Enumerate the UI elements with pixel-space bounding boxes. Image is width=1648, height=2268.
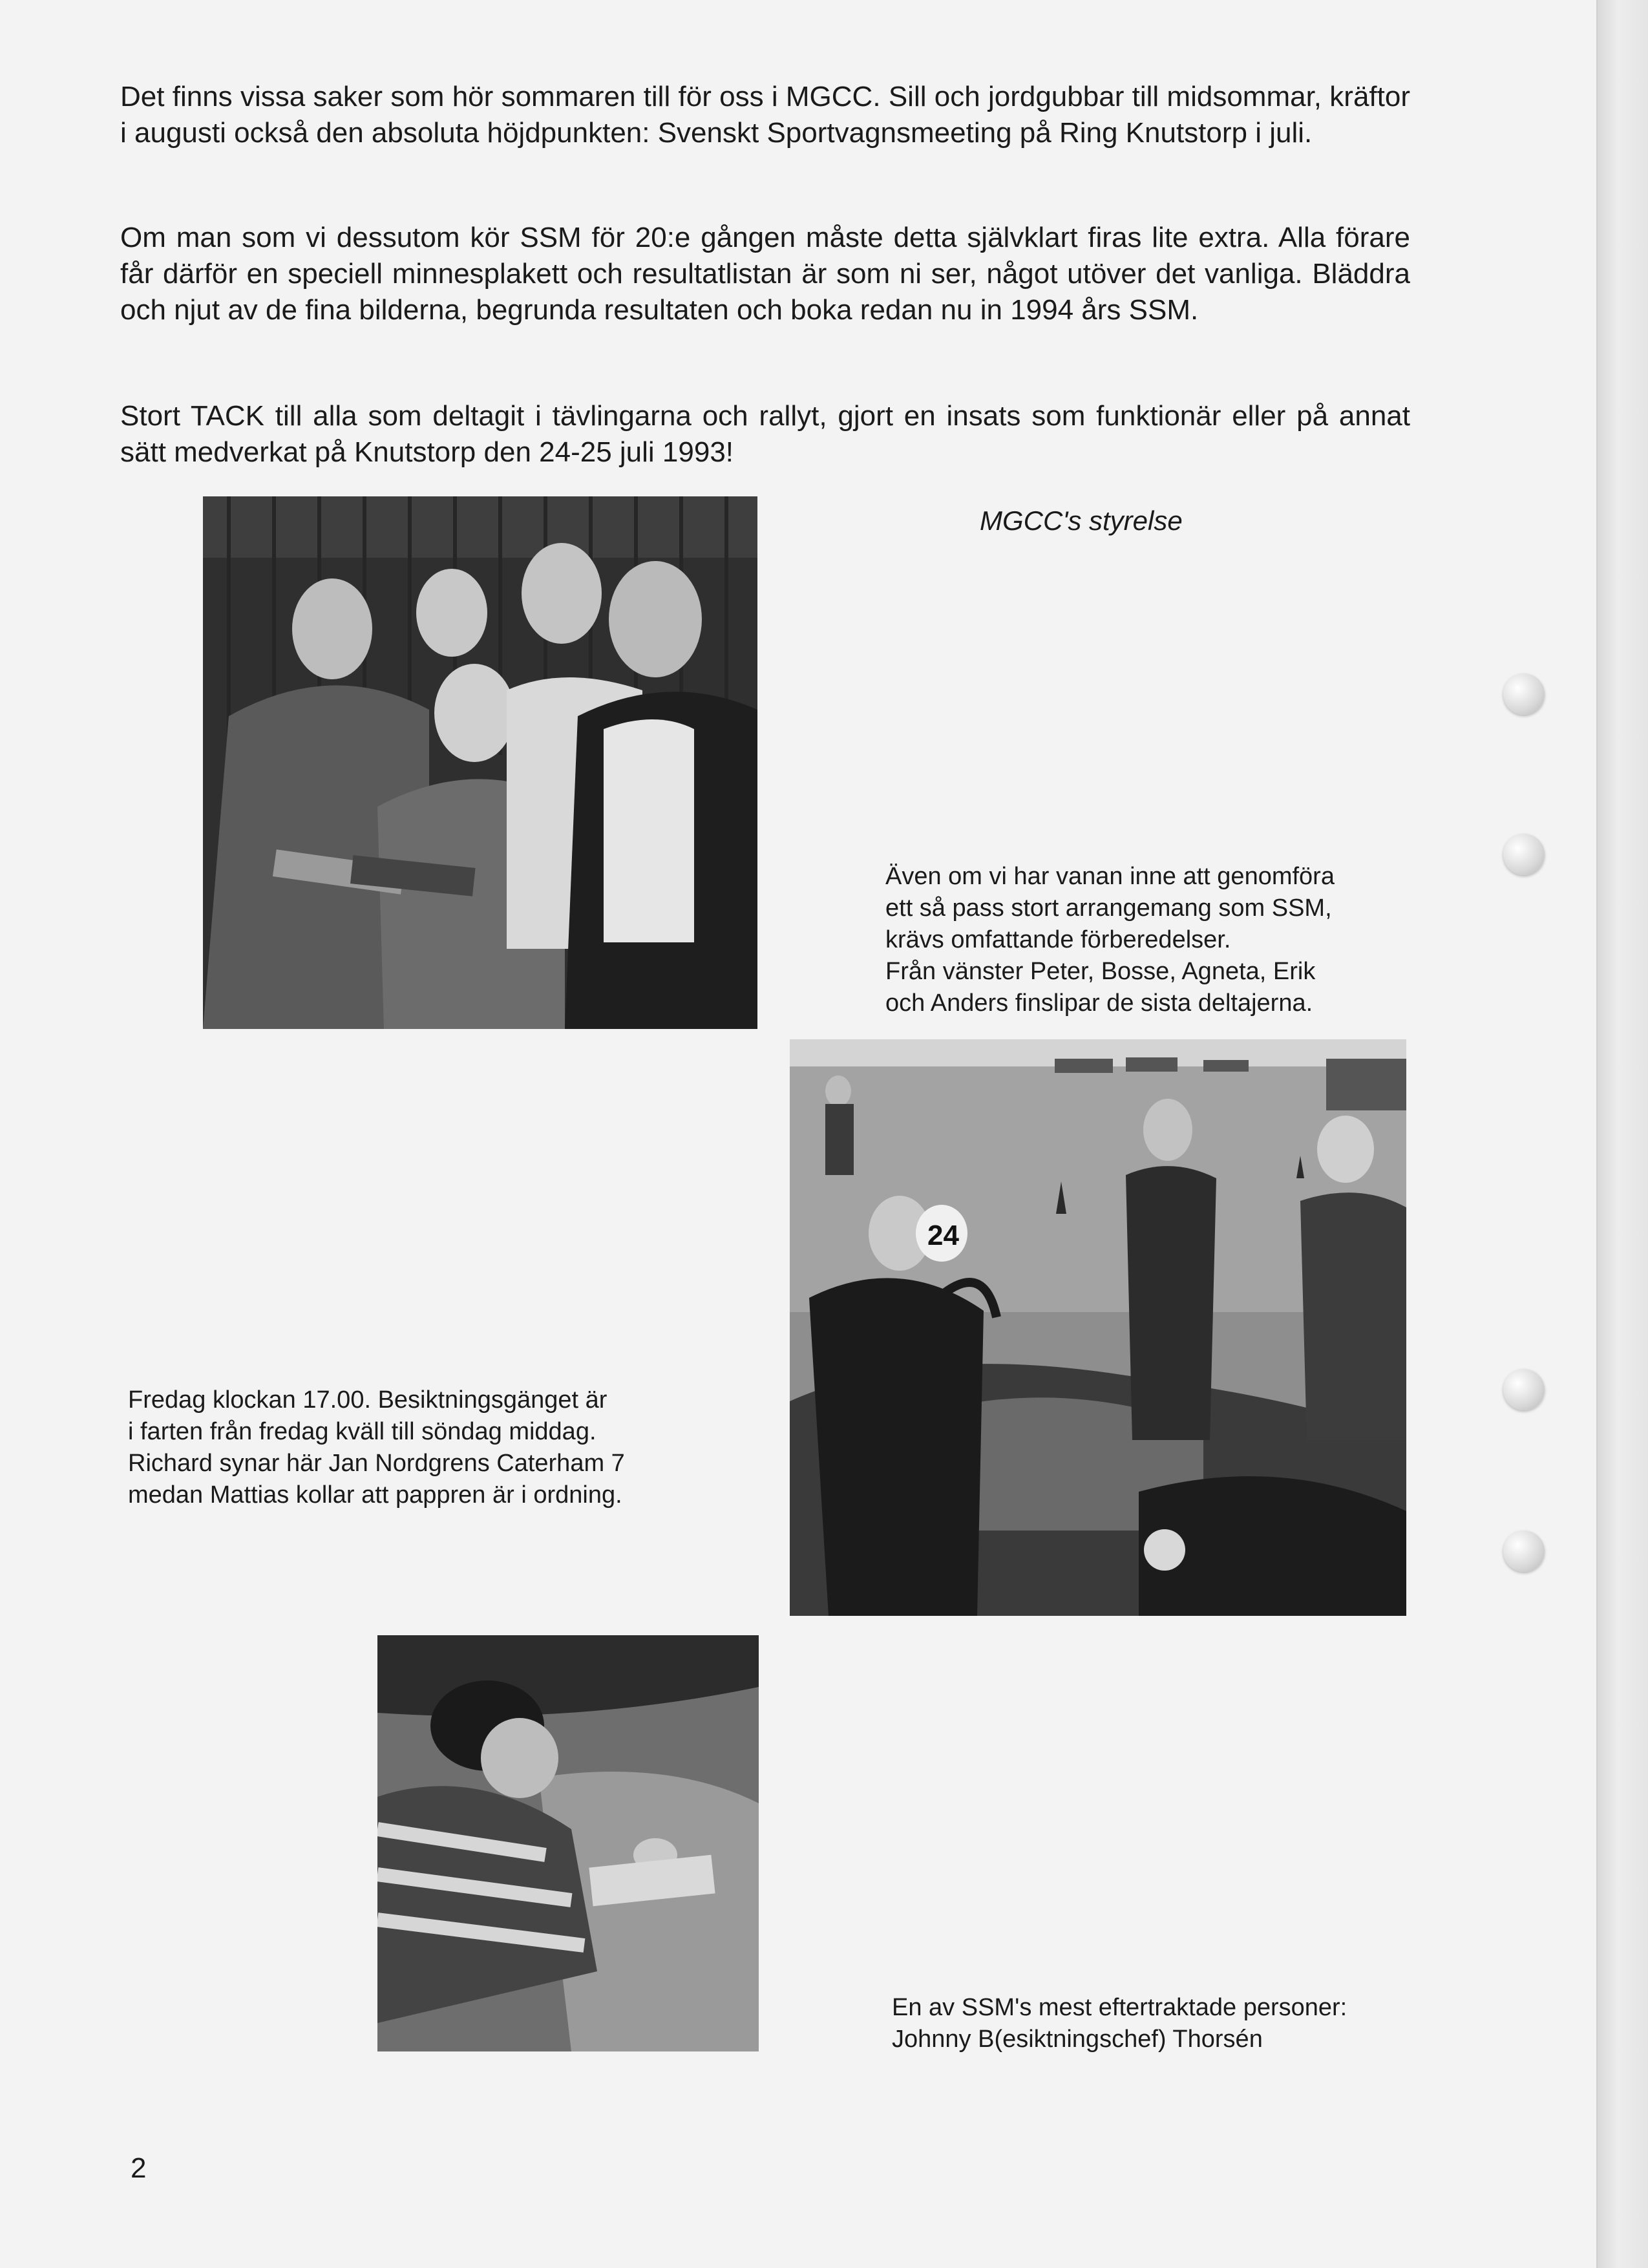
writing-photo-caption: [892, 1992, 1422, 2055]
page-number: 2: [131, 2152, 147, 2184]
caption-line: krävs omfattande förberedelser.: [885, 926, 1231, 953]
binder-hole: [1503, 1531, 1545, 1572]
page-edge: [1596, 0, 1648, 2268]
caption-line: Även om vi har vanan inne att genomföra: [885, 863, 1335, 890]
car-number-label: 24: [927, 1220, 959, 1251]
caption-line: i farten från fredag kväll till söndag middag.: [128, 1418, 597, 1445]
group-photo: [203, 496, 757, 1029]
caption-line: Från vänster Peter, Bosse, Agneta, Erik: [885, 958, 1316, 985]
group-photo-caption: [885, 861, 1402, 1019]
writing-photo-image: [377, 1635, 759, 2051]
inspection-photo-image: [790, 1039, 1406, 1616]
caption-line: Johnny B(esiktningschef) Thorsén: [892, 2026, 1263, 2053]
caption-line: medan Mattias kollar att pappren är i ordning.: [128, 1481, 622, 1509]
writing-photo: [377, 1635, 759, 2051]
caption-line: En av SSM's mest eftertraktade personer:: [892, 1994, 1347, 2021]
group-photo-image: [203, 496, 757, 1029]
anniversary-paragraph: Om man som vi dessutom kör SSM för 20:e gången måste detta självklart firas lite extra. Alla förare får därför en speciell minnesplakett och resultatlistan är som ni ser, något utöver det vanliga. Bläddra och njut av de fina bilderna, begrunda resultaten och boka redan nu in 1994 års SSM.: [120, 222, 1410, 326]
caption-line: ett så pass stort arrangemang som SSM,: [885, 895, 1332, 922]
inspection-photo: [790, 1039, 1406, 1616]
thanks-paragraph: Stort TACK till alla som deltagit i tävlingarna och rallyt, gjort en insats som funktionär eller på annat sätt medverkat på Knutstorp den 24-25 juli 1993!: [120, 400, 1410, 468]
binder-hole: [1503, 673, 1545, 715]
caption-line: Richard synar här Jan Nordgrens Caterham 7: [128, 1450, 625, 1477]
board-signature: MGCC's styrelse: [980, 505, 1183, 536]
caption-line: och Anders finslipar de sista deltajerna.: [885, 990, 1313, 1017]
inspection-photo-caption: [128, 1384, 697, 1511]
intro-paragraph: Det finns vissa saker som hör sommaren till för oss i MGCC. Sill och jordgubbar till midsommar, kräftor i augusti också den absoluta höjdpunkten: Svenskt Sportvagnsmeeting på Ring Knutstorp i juli.: [120, 81, 1410, 149]
binder-hole: [1503, 834, 1545, 875]
binder-hole: [1503, 1369, 1545, 1410]
caption-line: Fredag klockan 17.00. Besiktningsgänget är: [128, 1386, 607, 1414]
